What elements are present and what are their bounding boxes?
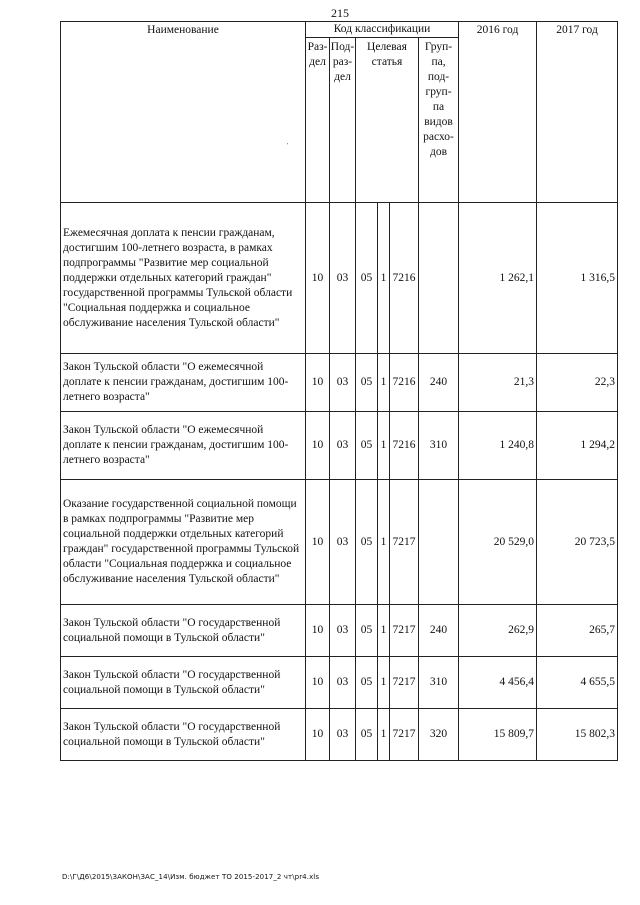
row-target-article-part1: 05 <box>356 480 378 605</box>
row-amount-2016: 20 529,0 <box>459 480 537 605</box>
row-amount-2017: 22,3 <box>537 354 618 412</box>
table-row <box>61 203 618 354</box>
row-target-article-part2: 1 <box>378 480 390 605</box>
row-target-article-part2: 1 <box>378 709 390 761</box>
table-row <box>61 605 618 657</box>
row-amount-2017: 4 655,5 <box>537 657 618 709</box>
row-expense-group: 310 <box>419 657 459 709</box>
header-year-2016: 2016 год <box>459 22 537 203</box>
header-classification-code: Код классификации <box>306 22 459 38</box>
table-row <box>61 709 618 761</box>
header-section: Раз- дел <box>306 38 330 203</box>
row-subsection: 03 <box>330 605 356 657</box>
row-name: Закон Тульской области "О ежемесячной доплате к пенсии гражданам, достигшим 100-летнего возраста" <box>61 412 306 480</box>
header-expense-group: Груп- па, под- груп- па видов расхо- дов <box>419 38 459 203</box>
row-name: Ежемесячная доплата к пенсии гражданам, достигшим 100-летнего возраста, в рамках подпрограммы "Развитие мер социальной поддержки отдельных категорий граждан" государственной программы Тульской области "Социальная поддержка и социальное обслуживание населения Тульской области" <box>61 203 306 354</box>
table-row <box>61 412 618 480</box>
row-target-article-part1: 05 <box>356 709 378 761</box>
row-section: 10 <box>306 480 330 605</box>
row-subsection: 03 <box>330 480 356 605</box>
table-row <box>61 480 618 605</box>
row-target-article-part1: 05 <box>356 657 378 709</box>
row-amount-2017: 1 294,2 <box>537 412 618 480</box>
row-target-article-part2: 1 <box>378 412 390 480</box>
budget-table <box>60 21 618 761</box>
row-target-article-part3: 7216 <box>390 203 419 354</box>
row-amount-2016: 15 809,7 <box>459 709 537 761</box>
row-name: Закон Тульской области "О ежемесячной доплате к пенсии гражданам, достигшим 100-летнего возраста" <box>61 354 306 412</box>
header-name: Наименование <box>61 22 306 203</box>
row-subsection: 03 <box>330 203 356 354</box>
row-target-article-part3: 7216 <box>390 354 419 412</box>
page-number: 215 <box>331 6 349 20</box>
row-section: 10 <box>306 412 330 480</box>
row-expense-group: 310 <box>419 412 459 480</box>
row-target-article-part3: 7216 <box>390 412 419 480</box>
row-amount-2016: 1 262,1 <box>459 203 537 354</box>
row-target-article-part3: 7217 <box>390 657 419 709</box>
row-name: Закон Тульской области "О государственной социальной помощи в Тульской области" <box>61 605 306 657</box>
table-row <box>61 657 618 709</box>
table-row <box>61 354 618 412</box>
row-name: Оказание государственной социальной помощи в рамках подпрограммы "Развитие мер социальной поддержки отдельных категорий граждан" государственной программы Тульской области "Социальная поддержка и социальное обслуживание населения Тульской области" <box>61 480 306 605</box>
row-target-article-part3: 7217 <box>390 480 419 605</box>
row-target-article-part3: 7217 <box>390 709 419 761</box>
row-expense-group: 240 <box>419 354 459 412</box>
row-subsection: 03 <box>330 412 356 480</box>
row-expense-group <box>419 480 459 605</box>
row-amount-2016: 21,3 <box>459 354 537 412</box>
row-amount-2016: 262,9 <box>459 605 537 657</box>
header-target-article: Целевая статья <box>356 38 419 203</box>
row-section: 10 <box>306 657 330 709</box>
row-amount-2016: 1 240,8 <box>459 412 537 480</box>
row-amount-2017: 20 723,5 <box>537 480 618 605</box>
row-section: 10 <box>306 709 330 761</box>
row-target-article-part1: 05 <box>356 354 378 412</box>
row-name: Закон Тульской области "О государственной социальной помощи в Тульской области" <box>61 709 306 761</box>
row-section: 10 <box>306 605 330 657</box>
row-subsection: 03 <box>330 657 356 709</box>
row-name: Закон Тульской области "О государственной социальной помощи в Тульской области" <box>61 657 306 709</box>
row-section: 10 <box>306 354 330 412</box>
row-amount-2016: 4 456,4 <box>459 657 537 709</box>
row-amount-2017: 265,7 <box>537 605 618 657</box>
row-expense-group: 240 <box>419 605 459 657</box>
header-subsection: Под- раз- дел <box>330 38 356 203</box>
row-amount-2017: 1 316,5 <box>537 203 618 354</box>
row-target-article-part2: 1 <box>378 605 390 657</box>
row-target-article-part1: 05 <box>356 605 378 657</box>
row-expense-group: 320 <box>419 709 459 761</box>
stray-mark: ' <box>287 143 289 149</box>
row-expense-group <box>419 203 459 354</box>
row-target-article-part1: 05 <box>356 203 378 354</box>
row-subsection: 03 <box>330 354 356 412</box>
row-target-article-part3: 7217 <box>390 605 419 657</box>
row-target-article-part2: 1 <box>378 657 390 709</box>
row-amount-2017: 15 802,3 <box>537 709 618 761</box>
row-target-article-part2: 1 <box>378 203 390 354</box>
header-year-2017: 2017 год <box>537 22 618 203</box>
row-target-article-part1: 05 <box>356 412 378 480</box>
row-subsection: 03 <box>330 709 356 761</box>
row-target-article-part2: 1 <box>378 354 390 412</box>
footer-file-path: D:\Г\Д6\2015\ЗАКОН\ЗАС_14\Изм. бюджет ТО 2015-2017_2 чт\pr4.xls <box>62 873 320 881</box>
row-section: 10 <box>306 203 330 354</box>
